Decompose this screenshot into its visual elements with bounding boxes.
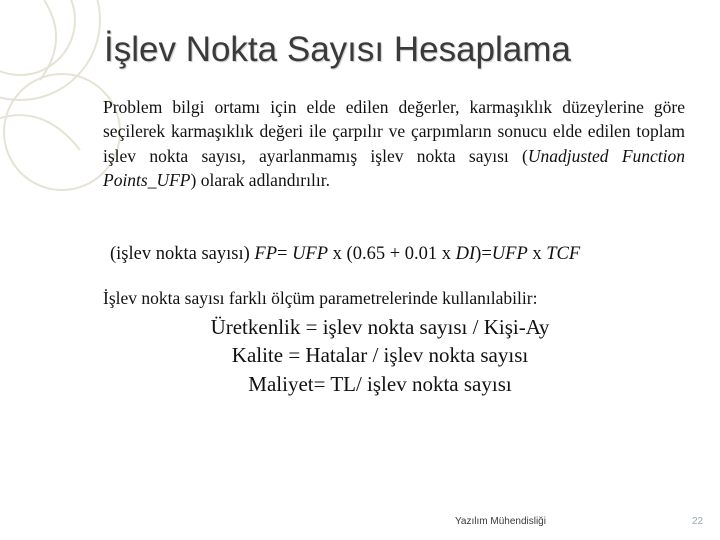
formula-ufp: UFP <box>292 244 329 264</box>
formula-part: = <box>277 244 293 264</box>
page-number: 22 <box>692 516 704 527</box>
formula-tcf: TCF <box>546 244 581 264</box>
paragraph-italic-term: Unadjusted Function Points_UFP <box>103 145 686 190</box>
body-paragraph <box>103 95 685 192</box>
metric-productivity: Üretkenlik = işlev nokta sayısı / Kişi-Ay <box>210 315 550 339</box>
paragraph-text: Problem bilgi ortamı için elde edilen değerler, karmaşıklık düzeylerine göre seçilerek karmaşıklık değeri ile çarpılır ve çarpımların sonucu elde edilen toplam işlev nokta sayısı, ayarlanmamış işlev nokta sayısı ( <box>103 97 685 166</box>
formula-ufp: UFP <box>491 244 528 264</box>
metric-cost: Maliyet= TL/ işlev nokta sayısı <box>248 372 512 396</box>
formula-part: x (0.65 + 0.01 x <box>328 244 456 264</box>
formula-part: x <box>527 244 547 264</box>
formula <box>110 244 580 265</box>
slide-title: İşlev Nokta Sayısı Hesaplama <box>104 30 571 69</box>
metrics-intro: İşlev nokta sayısı farklı ölçüm parametrelerinde kullanılabilir: <box>103 288 538 308</box>
footer-text: Yazılım Mühendisliği <box>455 516 546 527</box>
formula-part: )= <box>475 244 492 264</box>
formula-fp: FP <box>254 244 277 264</box>
paragraph-text-end: ) olarak adlandırılır. <box>190 169 330 190</box>
formula-part: (işlev nokta sayısı) <box>110 244 255 264</box>
metric-quality: Kalite = Hatalar / işlev nokta sayısı <box>231 343 529 367</box>
formula-di: DI <box>455 244 476 264</box>
